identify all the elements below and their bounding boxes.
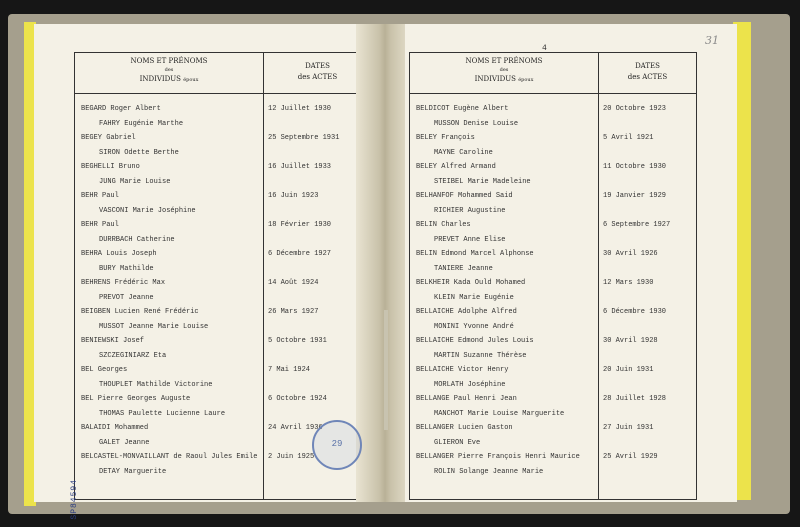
entry-name: MARTIN Suzanne Thérèse	[434, 351, 527, 360]
entry-date: 30 Avril 1928	[603, 337, 658, 345]
left-names-header	[75, 57, 263, 85]
left-column-divider	[263, 53, 264, 499]
dates-sub: des ACTES	[627, 73, 668, 81]
entry-date: 6 Octobre 1924	[268, 395, 327, 403]
entry-date: 16 Juin 1923	[268, 192, 319, 200]
entry-date: 25 Avril 1929	[603, 453, 658, 461]
entry-date: 6 Décembre 1930	[603, 308, 667, 316]
entry-date: 2 Juin 1925	[268, 453, 315, 461]
dates-title: DATES	[635, 62, 660, 70]
page-number: 4	[542, 44, 547, 53]
entry-date: 16 Juillet 1933	[268, 163, 332, 171]
entry-name: BELLANGE Paul Henri Jean	[416, 395, 517, 403]
right-column-divider	[598, 53, 599, 499]
entry-name: BURY Mathilde	[99, 264, 154, 273]
entry-name: MUSSON Denise Louise	[434, 119, 519, 128]
entry-date: 12 Mars 1930	[603, 279, 654, 287]
entry-name: MANCHOT Marie Louise Marguerite	[434, 409, 565, 418]
left-dates-header	[264, 61, 371, 83]
entry-name: KLEIN Marie Eugénie	[434, 293, 514, 302]
entry-name: BELLANGER Lucien Gaston	[416, 424, 513, 432]
entry-name: BEGHELLI Bruno	[81, 163, 140, 171]
entry-name: BELLAICHE Adolphe Alfred	[416, 308, 517, 316]
entry-name: BEGARD Roger Albert	[81, 105, 161, 113]
entry-date: 18 Février 1930	[268, 221, 332, 229]
entry-name: MAYNE Caroline	[434, 148, 493, 157]
entry-name: RICHIER Augustine	[434, 206, 506, 215]
entry-name: SZCZEGINIARZ Eta	[99, 351, 167, 360]
individus-label: INDIVIDUS	[474, 75, 516, 83]
entry-name: BELKHEIR Kada Ould Mohamed	[416, 279, 526, 287]
entry-name: BELLAICHE Victor Henry	[416, 366, 509, 374]
pencil-folio: 31	[705, 34, 719, 47]
entry-date: 28 Juillet 1928	[603, 395, 667, 403]
entry-date: 5 Avril 1921	[603, 134, 654, 142]
entry-date: 11 Octobre 1930	[603, 163, 667, 171]
entry-date: 20 Octobre 1923	[603, 105, 667, 113]
entry-date: 12 Juillet 1930	[268, 105, 332, 113]
entry-name: BELDICOT Eugène Albert	[416, 105, 509, 113]
entry-name: VASCONI Marie Joséphine	[99, 206, 196, 215]
entry-name: BEHR Paul	[81, 221, 119, 229]
entry-name: BEGEY Gabriel	[81, 134, 136, 142]
call-number: SP84594	[70, 479, 79, 520]
entry-name: THOMAS Paulette Lucienne Laure	[99, 409, 226, 418]
names-title: NOMS ET PRÉNOMS	[130, 57, 208, 65]
entry-name: MUSSOT Jeanne Marie Louise	[99, 322, 209, 331]
page-clip	[384, 310, 388, 430]
entry-name: BELLANGER Pierre François Henri Maurice	[416, 453, 580, 461]
entry-name: BELIN Charles	[416, 221, 471, 229]
entry-name: BEHRA Louis Joseph	[81, 250, 157, 258]
entry-name: BEL Pierre Georges Auguste	[81, 395, 191, 403]
entry-name: SIRON Odette Berthe	[99, 148, 179, 157]
entry-name: STEIBEL Marie Madeleine	[434, 177, 531, 186]
entry-name: BELEY Alfred Armand	[416, 163, 496, 171]
right-table-header	[410, 53, 696, 94]
right-page	[405, 24, 737, 502]
entry-name: PREVET Anne Elise	[434, 235, 506, 244]
left-table-header	[75, 53, 371, 94]
entry-date: 30 Avril 1926	[603, 250, 658, 258]
entry-date: 20 Juin 1931	[603, 366, 654, 374]
entry-name: PREVOT Jeanne	[99, 293, 154, 302]
entry-name: DETAY Marguerite	[99, 467, 167, 476]
names-title: NOMS ET PRÉNOMS	[465, 57, 543, 65]
epoux-label: époux	[183, 77, 199, 83]
right-dates-header	[599, 61, 696, 83]
dates-sub: des ACTES	[297, 73, 338, 81]
entry-name: BALAIDI Mohammed	[81, 424, 149, 432]
entry-name: ROLIN Solange Jeanne Marie	[434, 467, 544, 476]
entry-name: BEL Georges	[81, 366, 128, 374]
entry-name: FAHRY Eugénie Marthe	[99, 119, 184, 128]
des-label: des	[499, 67, 509, 73]
entry-name: DURRBACH Catherine	[99, 235, 175, 244]
entry-name: BEHRENS Frédéric Max	[81, 279, 166, 287]
entry-name: BELLAICHE Edmond Jules Louis	[416, 337, 534, 345]
entry-name: JUNG Marie Louise	[99, 177, 171, 186]
entry-name: BELHANFOF Mohammed Said	[416, 192, 513, 200]
entry-name: BEIGBEN Lucien René Frédéric	[81, 308, 199, 316]
entry-date: 25 Septembre 1931	[268, 134, 340, 142]
entry-date: 26 Mars 1927	[268, 308, 319, 316]
des-label: des	[164, 67, 174, 73]
entry-date: 7 Mai 1924	[268, 366, 311, 374]
individus-label: INDIVIDUS	[139, 75, 181, 83]
entry-name: BELIN Edmond Marcel Alphonse	[416, 250, 534, 258]
right-names-header	[410, 57, 598, 85]
entry-name: BENIEWSKI Josef	[81, 337, 145, 345]
entry-date: 6 Décembre 1927	[268, 250, 332, 258]
entry-name: THOUPLET Mathilde Victorine	[99, 380, 213, 389]
entry-name: MONINI Yvonne André	[434, 322, 514, 331]
entry-date: 14 Août 1924	[268, 279, 319, 287]
entry-date: 19 Janvier 1929	[603, 192, 667, 200]
entry-date: 24 Avril 1936	[268, 424, 323, 432]
entry-name: GALET Jeanne	[99, 438, 150, 447]
entry-name: BELEY François	[416, 134, 475, 142]
entry-name: BEHR Paul	[81, 192, 119, 200]
entry-date: 27 Juin 1931	[603, 424, 654, 432]
entry-name: GLIERON Eve	[434, 438, 481, 447]
epoux-label: époux	[518, 77, 534, 83]
dates-title: DATES	[305, 62, 330, 70]
entry-date: 5 Octobre 1931	[268, 337, 327, 345]
entry-name: BELCASTEL-MONVAILLANT de Raoul Jules Emile	[81, 453, 258, 461]
right-register-table	[409, 52, 697, 500]
entry-date: 6 Septembre 1927	[603, 221, 671, 229]
entry-name: MORLATH Joséphine	[434, 380, 506, 389]
entry-name: TANIERE Jeanne	[434, 264, 493, 273]
library-stamp: 29	[312, 420, 362, 470]
